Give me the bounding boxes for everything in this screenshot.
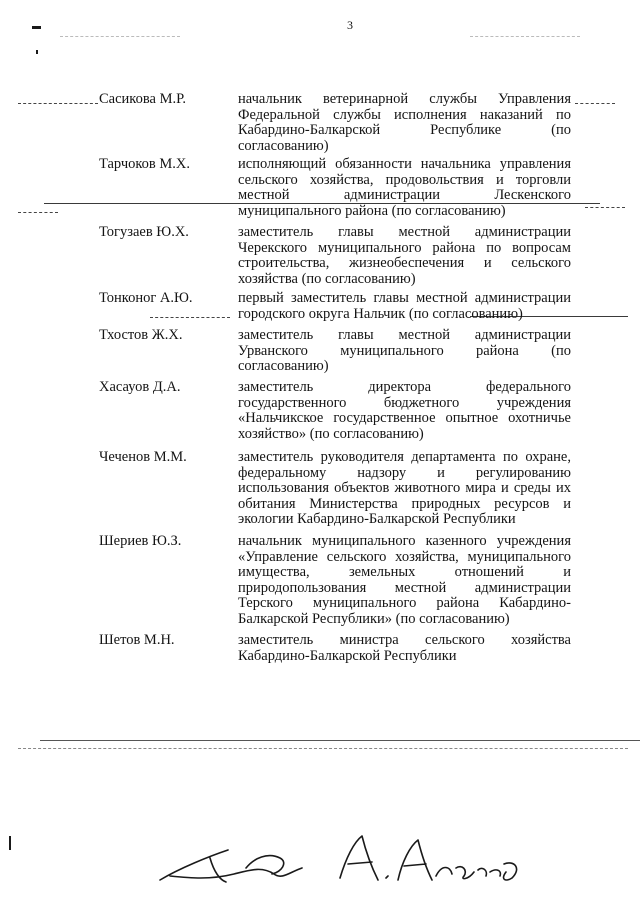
member-position: первый заместитель главы местной администрации городского округа Нальчик (по согласованию) bbox=[238, 290, 571, 322]
scan-streak-2 bbox=[18, 212, 58, 213]
member-name: Сасикова М.Р. bbox=[99, 91, 186, 107]
scan-streak-1 bbox=[18, 103, 98, 104]
member-position: исполняющий обязанности начальника управления сельского хозяйства, продовольствия и торговли местной администрации Лескенского муниципального района (по согласованию) bbox=[238, 156, 571, 219]
member-name: Тарчоков М.Х. bbox=[99, 156, 191, 172]
scan-mark-bottom-left bbox=[9, 836, 11, 850]
member-name: Чеченов М.М. bbox=[99, 449, 187, 465]
member-position: заместитель главы местной администрации Урванского муниципального района (по согласованию) bbox=[238, 327, 571, 374]
member-position: начальник муниципального казенного учреждения «Управление сельского хозяйства, муниципального имущества, земельных отношений и природопользования местной администрации Терского муниципального района Кабардино-Балкарской Республики» (по согласованию) bbox=[238, 533, 571, 627]
scan-streak-3 bbox=[150, 317, 230, 318]
scan-streak-top-right bbox=[470, 36, 580, 37]
member-name: Тонконог А.Ю. bbox=[99, 290, 193, 306]
member-position: заместитель директора федерального государственного бюджетного учреждения «Нальчикское государственное опытное охотничье хозяйство» (по согласованию) bbox=[238, 379, 571, 442]
member-position: начальник ветеринарной службы Управления Федеральной службы исполнения наказаний по Кабардино-Балкарской Республике (по согласованию) bbox=[238, 91, 571, 154]
scan-mark-top-left bbox=[32, 26, 41, 29]
scan-streak-4 bbox=[18, 748, 628, 749]
scan-mark-left bbox=[36, 50, 38, 54]
scan-streak-2b bbox=[585, 207, 625, 208]
page-number: 3 bbox=[347, 18, 353, 32]
member-name: Тхостов Ж.Х. bbox=[99, 327, 183, 343]
member-name: Хасауов Д.А. bbox=[99, 379, 181, 395]
member-name: Шериев Ю.З. bbox=[99, 533, 182, 549]
member-name: Тогузаев Ю.Х. bbox=[99, 224, 189, 240]
scan-streak-top bbox=[60, 36, 180, 37]
scan-streak-1b bbox=[575, 103, 615, 104]
member-position: заместитель министра сельского хозяйства Кабардино-Балкарской Республики bbox=[238, 632, 571, 664]
member-position: заместитель руководителя департамента по охране, федеральному надзору и регулированию использования объектов животного мира и среды их обитания Министерства природных ресурсов и экологии Кабардино-Балкарской Республики bbox=[238, 449, 571, 527]
scan-line-4 bbox=[40, 740, 640, 741]
member-name: Шетов М.Н. bbox=[99, 632, 175, 648]
member-position: заместитель главы местной администрации Черекского муниципального района по вопросам строительства, жизнеобеспечения и сельского хозяйства (по согласованию) bbox=[238, 224, 571, 287]
handwritten-signature bbox=[150, 828, 530, 894]
